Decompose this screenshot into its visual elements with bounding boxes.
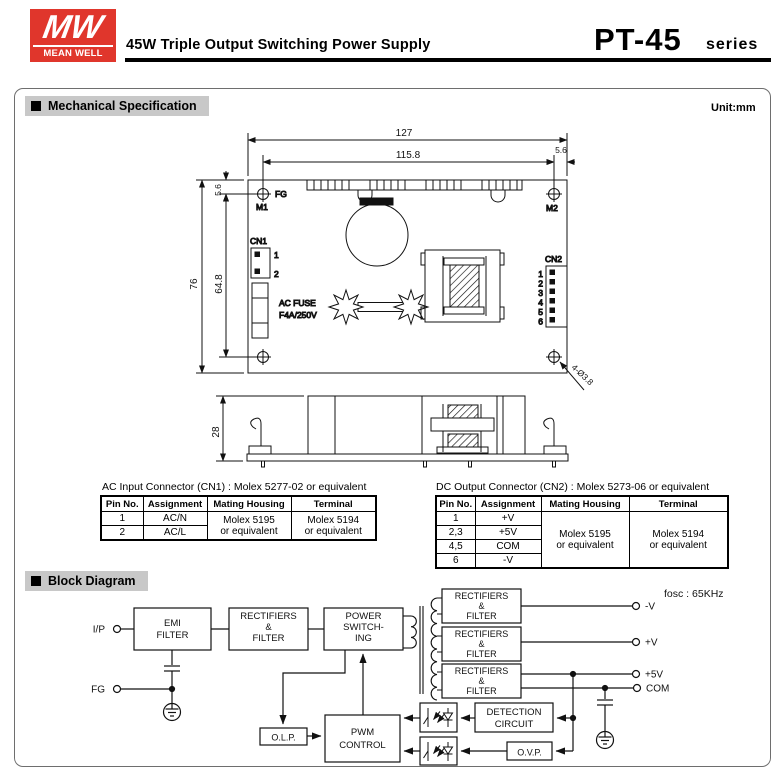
cn2-pin-label: 4 [538,297,543,308]
cell-mating-housing [207,512,291,541]
cell-line: or equivalent [220,525,278,537]
cell-line: or equivalent [649,539,707,551]
dc-connector-table [435,495,729,569]
rect-filter-label: FILTER [466,611,497,621]
fg-terminal-label: FG [91,684,105,696]
heatsink-comb [307,180,522,202]
cell-assignment: AC/N [143,512,207,526]
emi-filter-block [134,608,211,650]
cn1-label: CN1 [250,236,268,246]
rect-filter-label: & [478,639,485,649]
table-row [436,512,728,526]
m1-label: M1 [256,202,268,212]
fuse [252,283,268,338]
col-header: Mating Housing [541,496,629,512]
optocoupler-icon [420,737,457,765]
cn2-pin-label: 3 [538,288,543,298]
dim-28-label: 28 [211,426,222,438]
cell-line: Molex 5195 [559,528,611,540]
transformer-side-view [431,404,494,453]
emi-label: FILTER [156,630,189,641]
page-title: 45W Triple Output Switching Power Supply [126,37,431,53]
output-terminal-icon [633,603,640,610]
cn2-connector [546,266,567,327]
ac-table-title: AC Input Connector (CN1) : Molex 5277-02 or equivalent [102,481,367,493]
fuse-label-line1: AC FUSE [279,298,316,308]
ac-connector-table [100,495,377,541]
cell-terminal [629,512,728,569]
cn1-pin2-label: 2 [274,269,279,279]
optocoupler-icon [420,703,457,732]
output-label-negv: -V [645,601,655,613]
cn2-label: CN2 [545,254,563,264]
rect-filter-label: & [478,676,485,686]
pcb-side-view [216,396,568,467]
rect-filter-label: FILTER [466,686,497,696]
earth-ground-icon [164,704,181,721]
detection-label: DETECTION [486,707,542,718]
dc-table-title: DC Output Connector (CN2) : Molex 5273-06 or equivalent [436,481,710,493]
cn2-pin-label: 1 [538,269,543,279]
mounting-hole-icon [546,186,562,202]
cn2-pin-label: 6 [538,316,543,327]
output-label-com: COM [646,683,670,695]
olp-label: O.L.P. [271,732,296,743]
fosc-label: fosc : 65KHz [664,588,724,600]
capacitor-circle [346,204,408,266]
power-switching-label: POWER [345,611,382,622]
cell-line: or equivalent [556,539,614,551]
cell-assignment: +V [475,512,541,526]
table-row [101,512,376,526]
cn1-pin1-label: 1 [274,250,279,260]
rect-filter-label: FILTER [252,633,285,644]
col-header: Terminal [291,496,376,512]
pwm-label: CONTROL [339,740,386,751]
cell-line: Molex 5194 [307,514,360,526]
cn2-pin-label: 2 [538,278,543,289]
cn2-pin-label: 5 [538,307,543,317]
dim-127-label: 127 [395,128,413,139]
earth-ground-icon [597,732,614,749]
cell-assignment: COM [475,540,541,554]
output-terminal-icon [634,685,641,692]
fuse-label-line2: F4A/250V [279,310,317,320]
col-header: Pin No. [101,496,143,512]
cell-pin: 1 [101,512,143,526]
rect-filter-label: RECTIFIERS [240,611,297,622]
cell-pin: 6 [436,554,475,569]
capacitor-icon [164,666,180,671]
m2-label: M2 [546,203,558,213]
cell-line: or equivalent [304,525,362,537]
table-header-row [436,496,728,512]
cell-line: Molex 5194 [652,528,705,540]
mounting-hole-icon [255,349,271,365]
emi-label: EMI [164,618,181,629]
cell-pin: 2 [101,526,143,541]
mounting-hole-icon [546,349,562,365]
cell-line: Molex 5195 [223,514,275,526]
pcb-top-view [248,180,584,390]
col-header: Terminal [629,496,728,512]
hole-size-label: 4-Ø3.8 [569,362,596,388]
output-terminal-icon [633,671,640,678]
pwm-label: PWM [350,727,375,738]
pwm-control-block [325,715,400,762]
rect-filter-label: FILTER [466,649,497,659]
section-title: Mechanical Specification [48,99,197,113]
mounting-clip-icon [249,418,271,454]
output-label-5v: +5V [645,669,664,681]
rect-filter-label: RECTIFIERS [454,591,509,601]
fg-hole-label: FG [275,189,287,199]
output-label-posv: +V [645,637,658,649]
mounting-clip-icon [544,418,566,454]
cell-pin: 4,5 [436,540,475,554]
rect-filter-label: RECTIFIERS [454,629,509,639]
cell-pin: 1 [436,512,475,526]
cn1-connector [251,248,270,278]
detection-label: CIRCUIT [494,719,534,730]
rect-filter-label: & [265,622,272,633]
dim-76-label: 76 [189,278,200,290]
cell-assignment: AC/L [143,526,207,541]
dim-5-6-right-label: 5.6 [555,145,567,155]
cell-assignment: +5V [475,526,541,540]
dim-64-8-label: 64.8 [214,274,225,294]
unit-label: Unit:mm [711,102,756,114]
section-title: Block Diagram [48,574,136,588]
power-switching-label: ING [355,633,372,644]
mw-logo-icon: MW [40,8,106,45]
series-suffix: series [706,36,759,53]
transformer-top-view [421,250,504,322]
series-name: PT-45 [594,22,682,57]
col-header: Assignment [475,496,541,512]
ovp-label: O.V.P. [517,747,542,758]
power-switching-label: SWITCH- [343,622,384,633]
output-terminal-icon [633,639,640,646]
col-header: Assignment [143,496,207,512]
dimension-lines-top [196,133,575,373]
heatsink-stars [329,290,428,324]
dim-115-8-label: 115.8 [395,150,421,161]
dim-5-6-left-label: 5.6 [213,184,223,196]
transformer-icon [403,598,442,700]
pcb-outline [248,180,567,373]
mounting-hole-icon [255,186,271,202]
rect-filter-label: & [478,601,485,611]
cell-pin: 2,3 [436,526,475,540]
capacitor-icon [597,700,613,705]
col-header: Pin No. [436,496,475,512]
fg-terminal-icon [114,686,121,693]
input-terminal-icon [114,626,121,633]
brand-name: MEAN WELL [33,45,113,59]
cell-assignment: -V [475,554,541,569]
rect-filter-label: RECTIFIERS [454,666,509,676]
col-header: Mating Housing [207,496,291,512]
cell-mating-housing [541,512,629,569]
table-header-row [101,496,376,512]
ip-terminal-label: I/P [92,624,105,636]
cell-terminal [291,512,376,541]
